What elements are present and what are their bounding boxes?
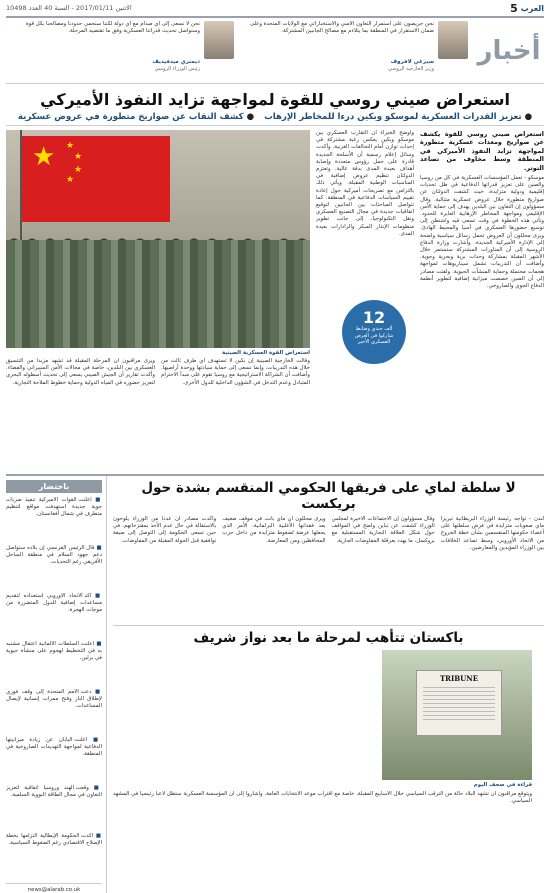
sidebar-title: باختصار	[6, 480, 102, 493]
story1-headline: استعراض صيني روسي للقوة لمواجهة تزايد النفوذ الأميركي	[40, 90, 510, 109]
quote-author: ديمتري ميدفيديف	[152, 59, 200, 65]
story2-text: ويرى محللون أن ماي باتت في موقف ضعيف بعد فقدانها الأغلبية البرلمانية، الأمر الذي يجعلها عرضة لضغوط متزايدة من داخل حزب المحافظين ومن المعارضة.	[222, 516, 326, 544]
story1-body	[6, 130, 544, 470]
quote-role: وزير الخارجية الروسي	[388, 66, 434, 73]
story1-subhead: ● كشف النقاب عن صواريخ متطورة في عروض عسكرية	[18, 112, 254, 122]
brief-item: ■ دعت الأمم المتحدة إلى وقف فوري لإطلاق النار وفتح ممرات إنسانية لإيصال المساعدات.	[6, 689, 102, 733]
quote-text: نحن لا نسعى إلى أي صدام مع أي دولة لكننا سنحمي حدودنا ومصالحنا بكل قوة وسنواصل تحديث قدراتنا العسكرية وفق ما تقتضيه المرحلة.	[25, 21, 200, 35]
masthead	[6, 0, 544, 18]
photo-newspaper-masthead: TRIBUNE	[439, 674, 479, 683]
brief-item: ■ أكدت الحكومة الإيطالية التزامها بخطة الإصلاح الاقتصادي رغم الضغوط السياسية.	[6, 833, 102, 877]
contact-email[interactable]: news@alarab.co.uk	[6, 883, 102, 893]
brief-item: ■ أكد الاتحاد الأوروبي استعداده لتقديم مساعدات إضافية للدول المتضررة من موجات الهجرة.	[6, 593, 102, 637]
briefs-sidebar	[6, 476, 107, 893]
brief-item: ■ أعلنت القوات الأميركية تنفيذ ضربات جوية جديدة استهدفت مواقع لتنظيم متطرف في شمال أفغانستان.	[6, 497, 102, 541]
brief-item: ■ أعلنت السلطات الألمانية اعتقال مشتبه به في التخطيط لهجوم على منشأة حيوية في برلين.	[6, 641, 102, 685]
page-number-group	[510, 2, 544, 15]
brief-item: ■ وقعت الهند وروسيا اتفاقية لتعزيز التعاون في مجال الطاقة النووية السلمية.	[6, 785, 102, 829]
story1-text: وأوضح الخبراء أن التقارب العسكري بين موسكو وبكين يعكس رغبة مشتركة في إحداث توازن أمام التحالفات الغربية. وأكدت وسائل إعلام رسمية أن الأسلحة الجديدة قادرة على حمل رؤوس متعددة وإصابة أهداف بعيدة المدى بدقة عالية. وتعتزم الدولتان تنظيم عروض إضافية في المناسبات الوطنية المقبلة. ويأتي ذلك بالتزامن مع تصريحات أميركية حول إعادة تقييم السياسات الدفاعية في المنطقة. كما تتواصل المباحثات بين الجانبين لتوقيع اتفاقيات جديدة في مجال التصنيع العسكري ونقل التكنولوجيا، إلى جانب تطوير منظومات الإنذار المبكر والرادارات بعيدة المدى.	[316, 130, 414, 237]
page-number: 5	[510, 1, 518, 15]
quote-author: سيرغي لافروف	[390, 59, 434, 65]
china-flag-icon: ★ ★ ★ ★ ★	[22, 136, 170, 222]
story1-text: ويرى مراقبون أن المرحلة المقبلة قد تشهد مزيدا من التنسيق العسكري بين البلدين، خاصة في مجالات الأمن السيبراني والفضاء. وأكدت تقارير أن الجيش الصيني يسعى إلى تحديث أسطوله البحري لتعزيز حضوره في المياه الدولية وحماية خطوط الملاحة التجارية.	[6, 358, 155, 386]
quote-1	[240, 21, 468, 83]
quote-text: نحن حريصون على استمرار التعاون الأمني والاستخباراتي مع الولايات المتحدة وعلى ضمان الاستقرار في المنطقة بما يتلاءم مع مصالح الجانبين المشتركة.	[249, 21, 434, 35]
section-label: أخبار	[477, 36, 541, 66]
story1-text: وقالت الخارجية الصينية إن بكين لا تستهدف أي طرف ثالث من خلال هذه التدريبات، وإنما تسعى إلى حماية سيادتها ووحدة أراضيها. وأضافت أن الشراكة الاستراتيجية مع روسيا تقوم على مبدأ الاحترام المتبادل وعدم التدخل في الشؤون الداخلية للدول الأخرى.	[161, 358, 310, 386]
soldiers-formation	[6, 240, 310, 348]
photo-caption: قراءة في صحف اليوم	[473, 782, 532, 788]
story1-subheads	[6, 112, 544, 126]
brief-item: ■ قال الرئيس الفرنسي إن بلاده ستواصل دعم جهود السلام في منطقة الساحل الأفريقي رغم التحديات.	[6, 545, 102, 589]
newspaper-name: العرب	[520, 3, 544, 13]
story1-photo-columns	[6, 358, 310, 470]
story3-body	[113, 650, 544, 846]
story1-column	[316, 130, 414, 470]
story1-subhead: ● تعزيز القدرات العسكرية لموسكو وبكين درءا للمخاطر الإرهاب	[264, 112, 532, 122]
photo-caption: استعراض القوة العسكرية الصينية	[221, 350, 310, 356]
quote-role: رئيس الوزراء الروسي	[154, 66, 200, 73]
story1-photo-block	[6, 130, 310, 470]
story1-column	[420, 130, 544, 470]
story1-lead: استعراض صيني روسي للقوة يكشف عن صواريخ ومعدات عسكرية متطورة لمواجهة تزايد النفوذ الأميركي في المنطقة وسط مخاوف من تصاعد التوتر.	[420, 130, 544, 172]
lower-stories	[113, 476, 544, 893]
story2-headline: لا سلطة لماي على فريقها الحكومي المنقسم بشدة حول بريكست	[141, 480, 516, 512]
story3-headline: باكستان تتأهب لمرحلة ما بعد نواز شريف	[113, 625, 544, 646]
story2-text: وقال مسؤولون إن الاجتماعات الأخيرة لمجلس الوزراء كشفت عن تباين واضح في المواقف حول شكل العلاقة التجارية المستقبلية مع بروكسل، ما يهدد بعرقلة المفاوضات الجارية.	[331, 516, 435, 544]
story2-text: لندن - تواجه رئيسة الوزراء البريطانية تيريزا ماي صعوبات متزايدة في فرض سلطتها على أعضاء حكومتها المنقسمين بشأن خطة الخروج من الاتحاد الأوروبي، وسط تصاعد الخلافات بين الوزراء المؤيدين والمعارضين.	[440, 516, 544, 551]
newspaper-reader-photo	[382, 650, 532, 780]
avatar	[204, 21, 234, 59]
story2-text: وأكدت مصادر أن عددا من الوزراء يلوحون بالاستقالة في حال عدم الأخذ بمقترحاتهم، في حين تسعى الحكومة إلى التوصل إلى صيغة توافقية قبل الجولة المقبلة من المفاوضات.	[113, 516, 217, 544]
soldiers-flag-photo	[6, 130, 310, 348]
newspaper-lines	[423, 687, 495, 723]
quote-2	[6, 21, 234, 83]
stat-number: 12	[362, 308, 386, 327]
story3-text: ويتوقع مراقبون أن تشهد البلاد حالة من الترقب السياسي خلال الأسابيع المقبلة، خاصة مع اقتراب موعد الانتخابات العامة. وأشاروا إلى أن المؤسسة العسكرية ستظل لاعبا رئيسيا في المشهد السياسي.	[113, 791, 532, 805]
stat-text: ألف جندي وضابط شاركوا في العرض العسكري الأخير	[354, 326, 394, 345]
stat-badge	[342, 300, 406, 364]
issue-date: الاثنين 2017/01/11 - السنة 40 العدد 10498	[6, 4, 132, 12]
story1-text: موسكو - تعمل المؤسسات العسكرية في كل من روسيا والصين على تعزيز قدراتها الدفاعية في ظل تحديات إقليمية ودولية متزايدة، حيث كشفت الدولتان عن صواريخ متطورة خلال عروض عسكرية متتالية. وقال مسؤولون إن التعاون بين البلدين يهدف إلى حماية الأمن الإقليمي ومواجهة المخاطر الإرهابية العابرة للحدود. وتأتي هذه الخطوة في وقت تسعى فيه واشنطن إلى توسيع حضورها العسكري في آسيا والمحيط الهادئ. ويرى محللون أن العروض تحمل رسائل سياسية واضحة إلى الإدارة الأميركية الجديدة. وأشارت وزارة الدفاع الروسية إلى أن المناورات المشتركة ستستمر خلال الأشهر المقبلة بمشاركة وحدات برية وبحرية وجوية. وأضافت أن التدريبات تشمل سيناريوهات لمواجهة هجمات محتملة وحماية المنشآت الحيوية. ولفتت مصادر إلى أن الصين خصصت ميزانية إضافية لتطوير أنظمة الدفاع الجوي والصاروخي.	[420, 175, 544, 290]
lower-section	[6, 474, 544, 893]
newspaper-icon	[416, 670, 502, 736]
brief-item: ■ أعلنت اليابان عن زيادة ميزانيتها الدفاعية لمواجهة التهديدات الصاروخية في المنطقة.	[6, 737, 102, 781]
avatar	[438, 21, 468, 59]
quotes-band	[6, 18, 544, 84]
story3-photo-block	[113, 650, 532, 846]
story2-body	[113, 516, 544, 620]
